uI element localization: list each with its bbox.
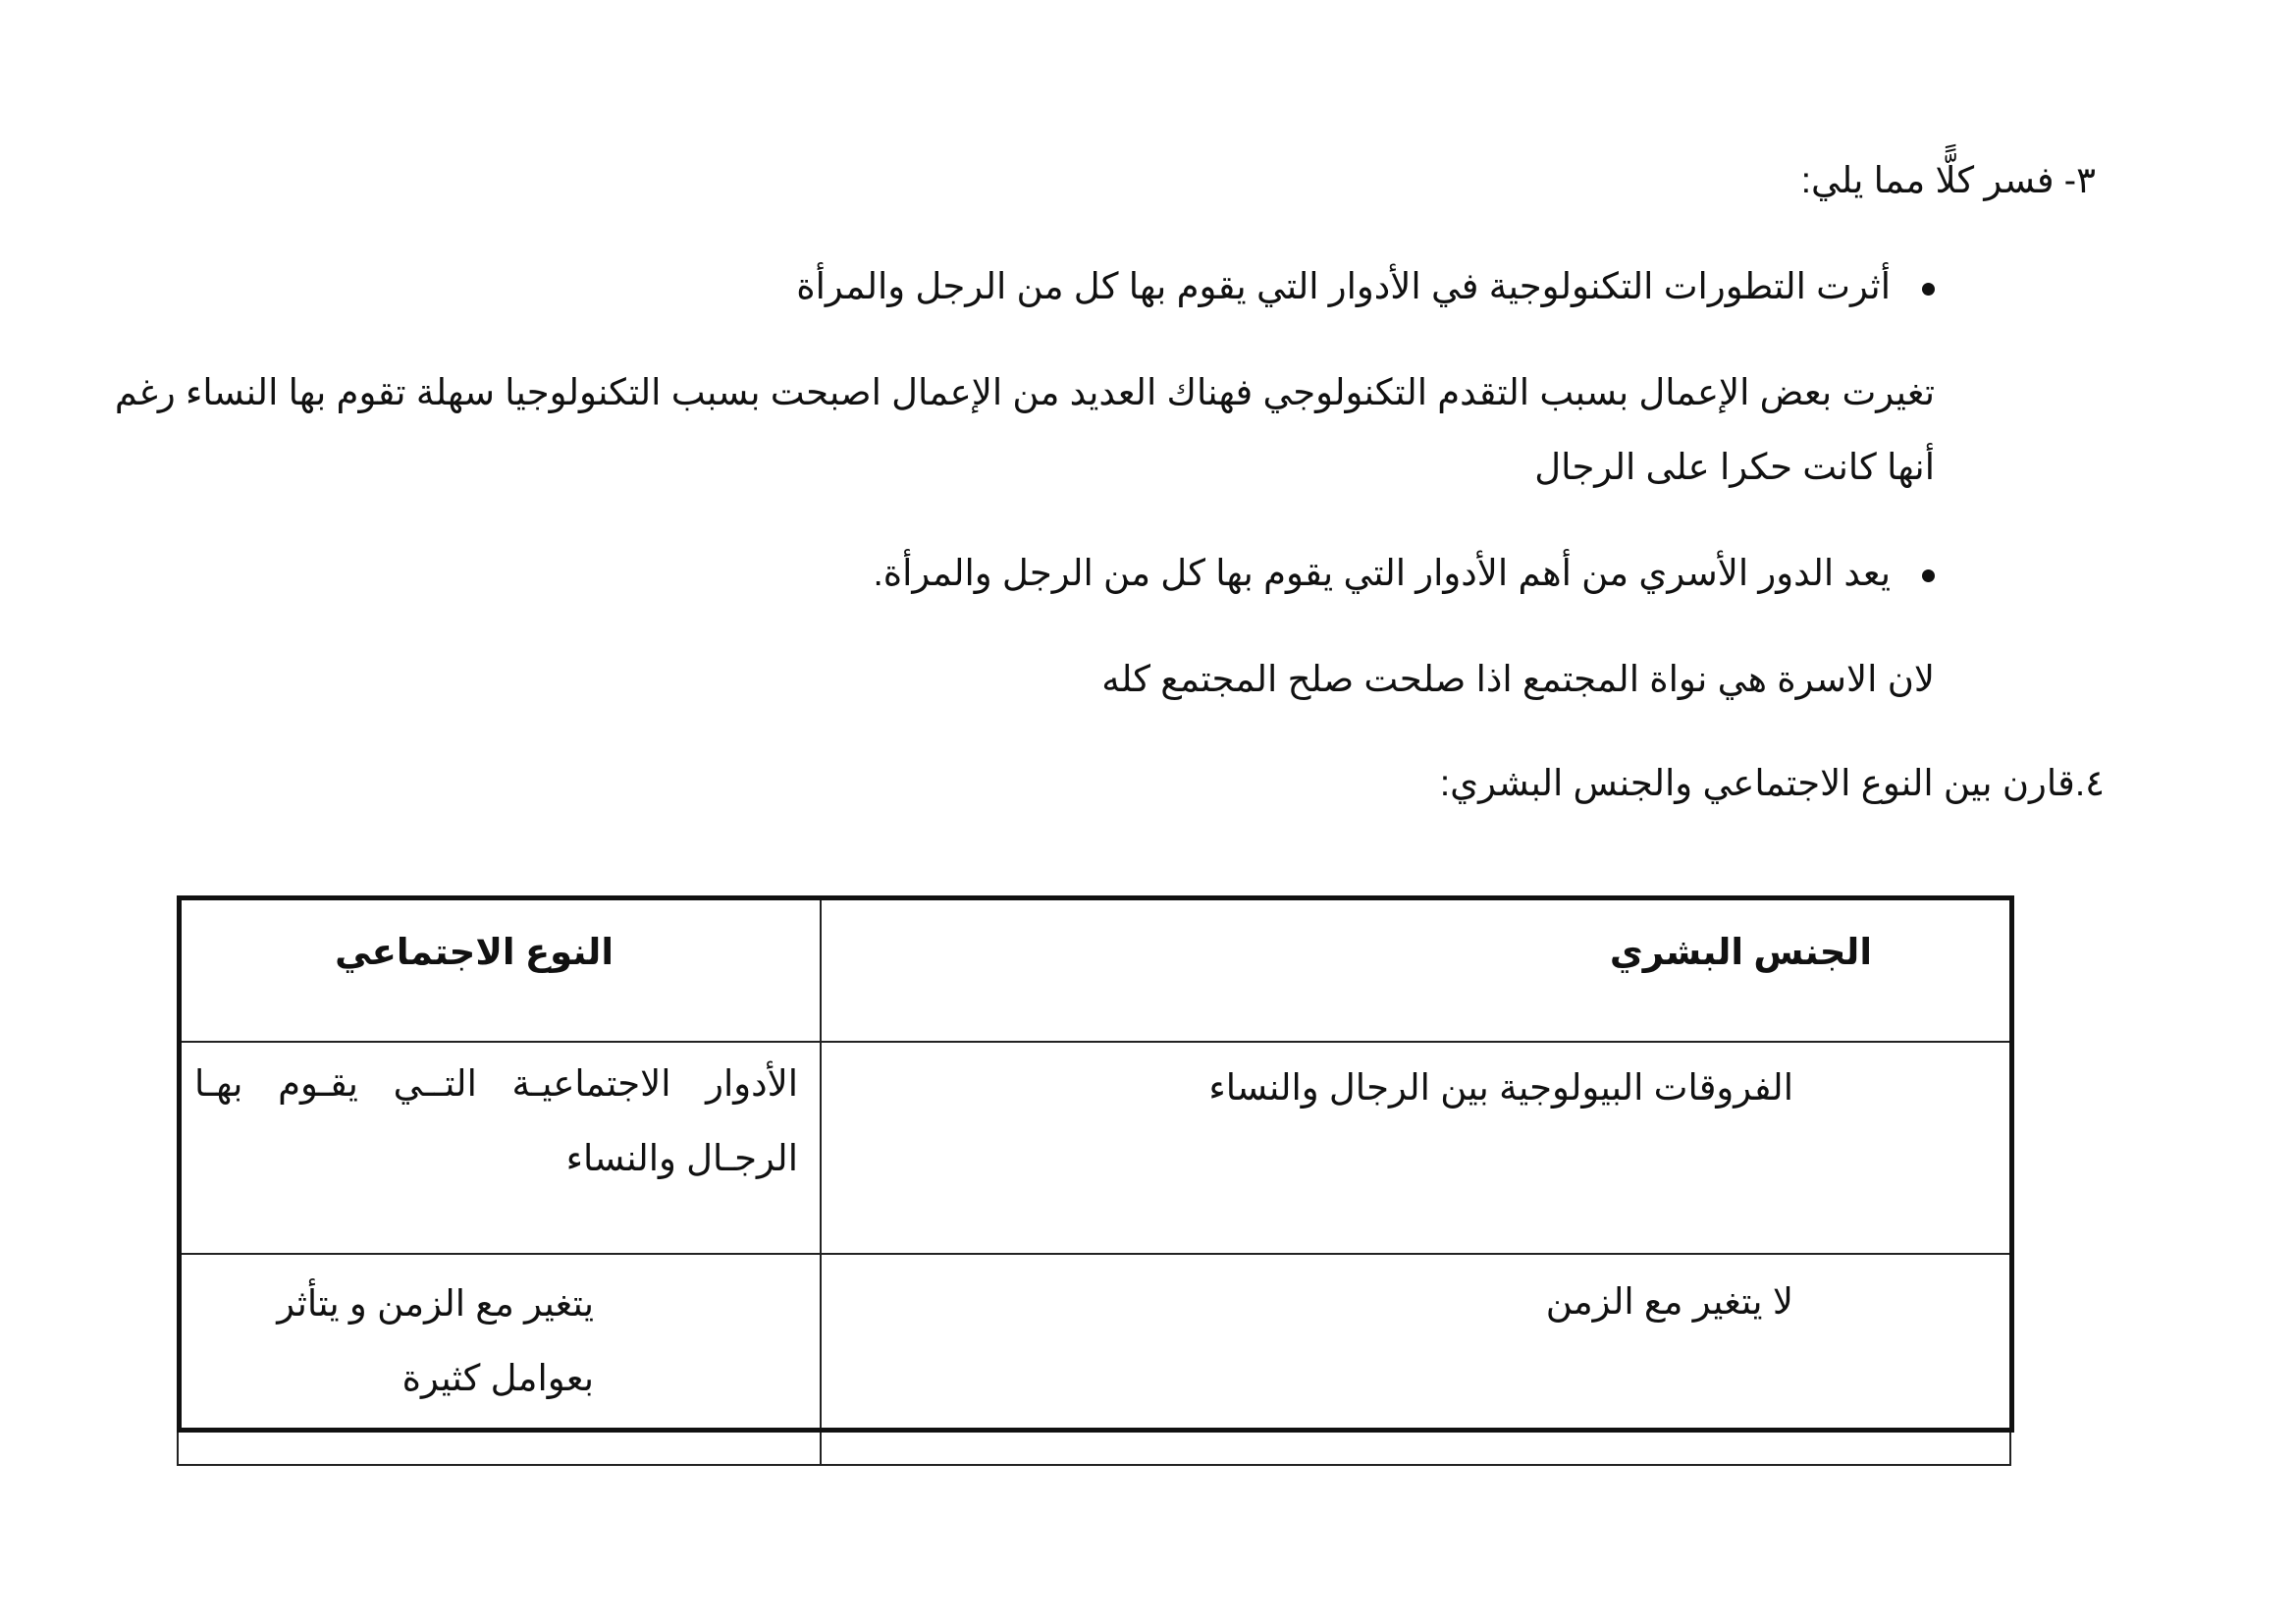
table-header-row	[178, 896, 2010, 1042]
item-1-answer-line-1: تغيرت بعض الإعمال بسبب التقدم التكنولوجي فهناك العديد من الإعمال اصبحت بسبب التكنولوجيا سهلة تقوم بها النساء رغم	[114, 372, 1935, 412]
cell-gender-row-1: الأدوار الاجتماعيـة التــي يقـوم بهـا الرجـال والنساء	[178, 1042, 821, 1254]
question-4-heading: ٤.قارن بين النوع الاجتماعي والجنس البشري:	[1439, 763, 2105, 803]
bullet-icon	[1922, 283, 1935, 296]
bullet-icon	[1922, 569, 1935, 582]
item-2-statement	[873, 552, 1935, 595]
item-1-statement-text: أثرت التطورات التكنولوجية في الأدوار التي يقوم بها كل من الرجل والمرأة	[796, 266, 1891, 306]
item-2-statement-text: يعد الدور الأسري من أهم الأدوار التي يقوم بها كل من الرجل والمرأة.	[873, 553, 1891, 593]
cell-sex-row-2: لا يتغير مع الزمن	[821, 1254, 2010, 1465]
header-gender: النوع الاجتماعي	[178, 896, 821, 1042]
item-1-statement	[796, 265, 1935, 308]
table-row	[178, 1254, 2010, 1465]
item-1-answer-line-2: أنها كانت حكرا على الرجال	[1534, 447, 1935, 487]
table-row	[178, 1042, 2010, 1254]
cell-gender-row-2	[178, 1254, 821, 1465]
cell-gender-row-2-line-1: يتغير مع الزمن و يتأثر	[277, 1283, 594, 1324]
cell-sex-row-1: الفروقات البيولوجية بين الرجال والنساء	[821, 1042, 2010, 1254]
item-2-answer: لان الاسرة هي نواة المجتمع اذا صلحت صلح المجتمع كله	[1101, 659, 1935, 699]
comparison-table	[177, 895, 2011, 1466]
cell-gender-row-2-line-2: بعوامل كثيرة	[401, 1358, 594, 1398]
question-3-heading: ٣- فسر كلًّا مما يلي:	[1800, 160, 2096, 200]
header-sex: الجنس البشري	[821, 896, 2010, 1042]
